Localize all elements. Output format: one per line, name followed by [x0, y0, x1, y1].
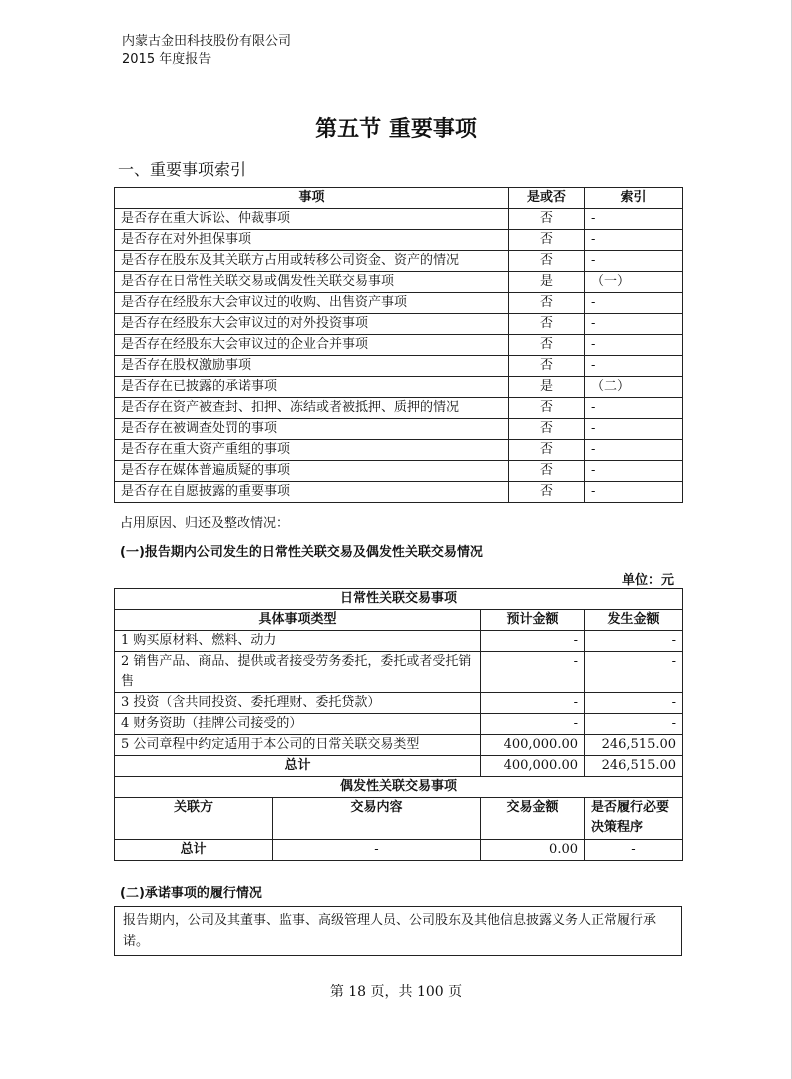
daily-type: 1 购买原材料、燃料、动力 [115, 631, 481, 652]
daily-col-type: 具体事项类型 [115, 610, 481, 631]
index-item: 是否存在股东及其关联方占用或转移公司资金、资产的情况 [115, 251, 509, 272]
index-yesno: 否 [509, 482, 585, 503]
index-ref: - [585, 356, 683, 377]
daily-type: 2 销售产品、商品、提供或者接受劳务委托，委托或者受托销售 [115, 652, 481, 693]
index-ref: （二） [585, 377, 683, 398]
index-ref: - [585, 440, 683, 461]
occ-total-procedure: - [585, 840, 683, 861]
index-row [115, 419, 683, 440]
index-item: 是否存在资产被查封、扣押、冻结或者被抵押、质押的情况 [115, 398, 509, 419]
index-yesno: 否 [509, 440, 585, 461]
index-row [115, 335, 683, 356]
occ-col-party: 关联方 [115, 798, 273, 840]
col-header-item: 事项 [115, 188, 509, 209]
daily-row [115, 735, 683, 756]
index-yesno: 否 [509, 356, 585, 377]
index-yesno: 是 [509, 272, 585, 293]
daily-actual: - [585, 714, 683, 735]
section-title: 第五节 重要事项 [315, 117, 477, 142]
daily-col-estimate: 预计金额 [481, 610, 585, 631]
daily-total-estimate: 400,000.00 [481, 756, 585, 777]
index-item: 是否存在经股东大会审议过的收购、出售资产事项 [115, 293, 509, 314]
index-ref: - [585, 419, 683, 440]
daily-estimate: - [481, 714, 585, 735]
daily-actual: - [585, 631, 683, 652]
daily-type: 5 公司章程中约定适用于本公司的日常关联交易类型 [115, 735, 481, 756]
index-ref: - [585, 209, 683, 230]
index-ref: （一） [585, 272, 683, 293]
index-yesno: 否 [509, 230, 585, 251]
occ-total-label: 总计 [115, 840, 273, 861]
index-row [115, 440, 683, 461]
index-item: 是否存在被调查处罚的事项 [115, 419, 509, 440]
daily-row [115, 631, 683, 652]
daily-row [115, 693, 683, 714]
col-header-yesno: 是或否 [509, 188, 585, 209]
index-row [115, 230, 683, 251]
occ-col-procedure: 是否履行必要决策程序 [585, 798, 683, 840]
index-yesno: 否 [509, 251, 585, 272]
daily-estimate: 400,000.00 [481, 735, 585, 756]
index-table [114, 187, 683, 503]
occ-col-content: 交易内容 [273, 798, 481, 840]
index-yesno: 是 [509, 377, 585, 398]
daily-type: 3 投资（含共同投资、委托理财、委托贷款） [115, 693, 481, 714]
daily-actual: - [585, 652, 683, 693]
index-item: 是否存在重大诉讼、仲裁事项 [115, 209, 509, 230]
index-row [115, 377, 683, 398]
page-header [122, 33, 291, 69]
occasional-title: 偶发性关联交易事项 [115, 777, 683, 798]
index-row [115, 251, 683, 272]
index-ref: - [585, 461, 683, 482]
occ-col-amount: 交易金额 [481, 798, 585, 840]
index-item: 是否存在已披露的承诺事项 [115, 377, 509, 398]
daily-transactions-table [114, 588, 683, 861]
daily-total-label: 总计 [115, 756, 481, 777]
index-row [115, 209, 683, 230]
index-yesno: 否 [509, 314, 585, 335]
index-row [115, 314, 683, 335]
page-footer: 第 18 页，共 100 页 [329, 984, 463, 1000]
subsection-heading: 一、重要事项索引 [118, 160, 247, 179]
index-ref: - [585, 251, 683, 272]
daily-estimate: - [481, 693, 585, 714]
daily-col-actual: 发生金额 [585, 610, 683, 631]
index-ref: - [585, 230, 683, 251]
daily-actual: 246,515.00 [585, 735, 683, 756]
index-yesno: 否 [509, 398, 585, 419]
daily-actual: - [585, 693, 683, 714]
index-yesno: 否 [509, 293, 585, 314]
index-item: 是否存在经股东大会审议过的对外投资事项 [115, 314, 509, 335]
index-item: 是否存在股权激励事项 [115, 356, 509, 377]
daily-row [115, 652, 683, 693]
daily-title: 日常性关联交易事项 [115, 589, 683, 610]
index-item: 是否存在对外担保事项 [115, 230, 509, 251]
index-ref: - [585, 482, 683, 503]
index-ref: - [585, 293, 683, 314]
index-yesno: 否 [509, 209, 585, 230]
daily-total-actual: 246,515.00 [585, 756, 683, 777]
index-row [115, 356, 683, 377]
index-ref: - [585, 335, 683, 356]
index-ref: - [585, 314, 683, 335]
occupation-note: 占用原因、归还及整改情况： [120, 516, 290, 531]
commitments-table [114, 906, 682, 956]
daily-estimate: - [481, 631, 585, 652]
daily-type: 4 财务资助（挂牌公司接受的） [115, 714, 481, 735]
daily-estimate: - [481, 652, 585, 693]
index-row [115, 482, 683, 503]
report-name: 2015 年度报告 [122, 52, 212, 67]
index-row [115, 398, 683, 419]
daily-row [115, 714, 683, 735]
company-name: 内蒙古金田科技股份有限公司 [122, 34, 292, 49]
occ-total-amount: 0.00 [481, 840, 585, 861]
index-item: 是否存在经股东大会审议过的企业合并事项 [115, 335, 509, 356]
col-header-index: 索引 [585, 188, 683, 209]
index-yesno: 否 [509, 335, 585, 356]
index-item: 是否存在重大资产重组的事项 [115, 440, 509, 461]
index-row [115, 461, 683, 482]
index-yesno: 否 [509, 419, 585, 440]
unit-label: 单位：元 [621, 573, 674, 588]
index-item: 是否存在媒体普遍质疑的事项 [115, 461, 509, 482]
commitments-heading: (二)承诺事项的履行情况 [120, 886, 262, 901]
index-row [115, 272, 683, 293]
index-ref: - [585, 398, 683, 419]
index-item: 是否存在日常性关联交易或偶发性关联交易事项 [115, 272, 509, 293]
index-item: 是否存在自愿披露的重要事项 [115, 482, 509, 503]
occ-total-content: - [273, 840, 481, 861]
related-transactions-heading: (一)报告期内公司发生的日常性关联交易及偶发性关联交易情况 [120, 545, 483, 560]
commitments-text: 报告期内，公司及其董事、监事、高级管理人员、公司股东及其他信息披露义务人正常履行承诺。 [115, 907, 682, 956]
index-yesno: 否 [509, 461, 585, 482]
index-row [115, 293, 683, 314]
